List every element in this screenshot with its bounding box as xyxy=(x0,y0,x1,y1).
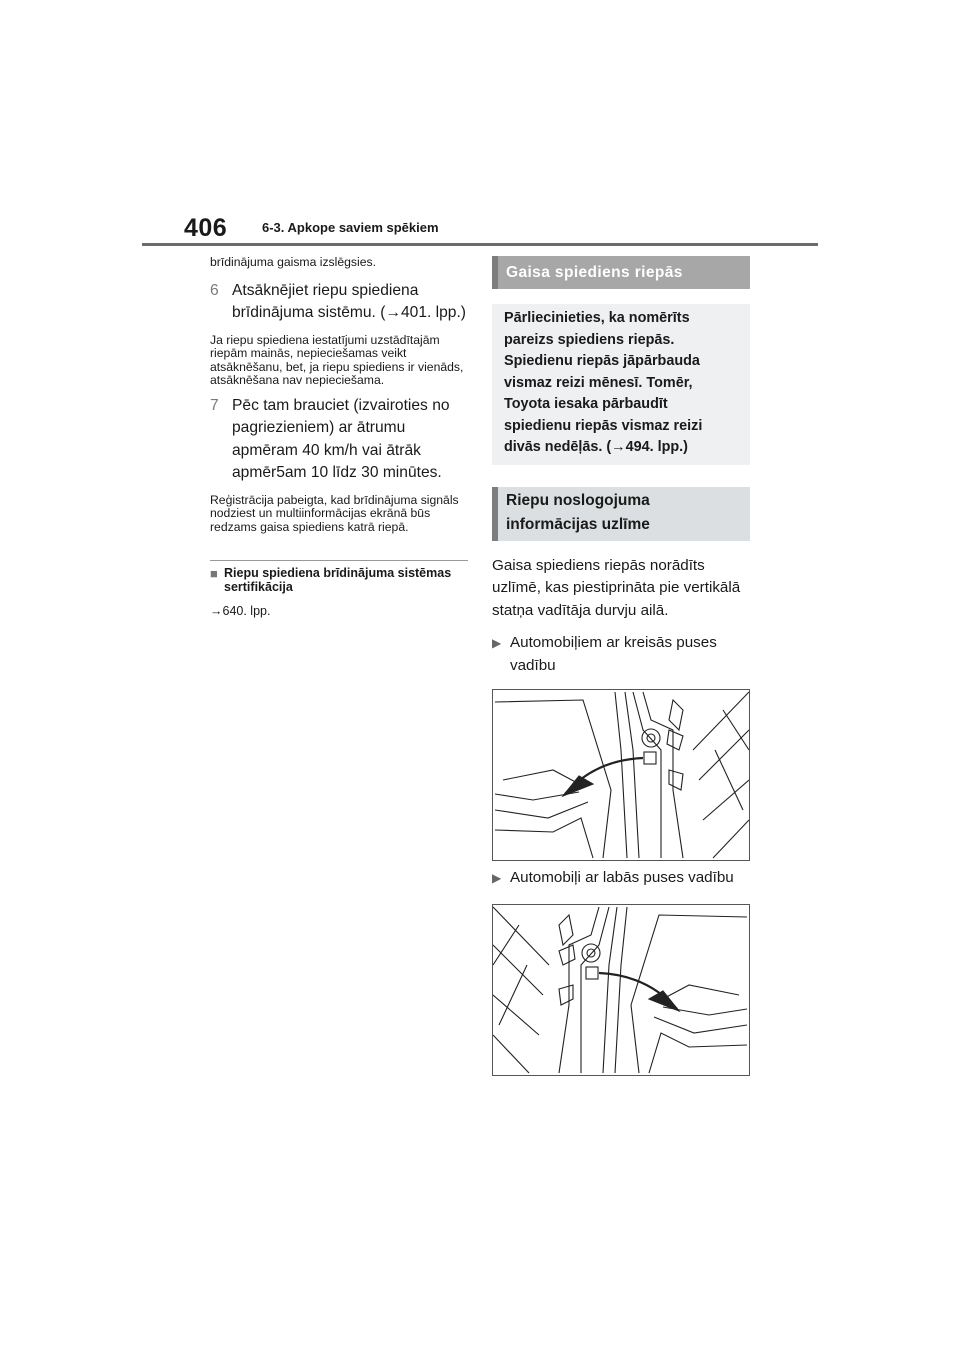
illustration-lhd xyxy=(492,689,750,861)
bullet-text: Automobiļiem ar kreisās puses vadību xyxy=(510,634,717,674)
subheading xyxy=(210,567,468,594)
info-box-text: Pārliecinieties, ka nomērīts pareizs spiediens riepās. Spiedienu riepās jāpārbauda vismaz reizi mēnesī. Tomēr, Toyota iesaka pārbaudīt spiedienu riepās vismaz reizi divās nedēļās. (→494. lpp.) xyxy=(504,310,703,455)
info-box xyxy=(492,304,750,465)
step-number: 6 xyxy=(210,281,219,299)
note-text: Reģistrācija pabeigta, kad brīdinājuma signāls nodziest un multiinformācijas ekrānā būs redzams gaisa spiediens katrā riepā. xyxy=(210,492,459,534)
step-text: Pēc tam brauciet (izvairoties no pagriezieniem) ar ātrumu apmēram 40 km/h vai ātrāk apmēr5am 10 līdz 30 minūtes. xyxy=(232,396,450,481)
section-bar xyxy=(492,256,750,289)
section-bar-title: Gaisa spiediens riepās xyxy=(506,263,683,281)
step-text: Atsāknējiet riepu spiediena brīdinājuma sistēmu. (→401. lpp.) xyxy=(232,281,467,321)
square-bullet-icon: ■ xyxy=(210,566,218,581)
illustration-rhd xyxy=(492,904,750,1076)
body-text: Gaisa spiediens riepās norādīts uzlīmē, kas piestiprināta pie vertikālā statņa vadītāja durvju ailā. xyxy=(492,556,741,619)
subheading-text: Riepu spiediena brīdinājuma sistēmas sertifikācija xyxy=(224,566,452,594)
note-text: Ja riepu spiediena iestatījumi uzstādītajām riepām mainās, nepieciešamas veikt atsāknēšanu, bet, ja riepu spiediens ir vienāds, atsāknēšana nav nepieciešama. xyxy=(210,332,464,387)
header-rule xyxy=(142,243,818,246)
bullet-text: Automobiļi ar labās puses vadību xyxy=(510,869,734,886)
page-reference: →640. lpp. xyxy=(210,604,271,618)
section-title: 6-3. Apkope saviem spēkiem xyxy=(262,220,439,235)
door-pillar-lhd-illustration xyxy=(493,690,749,860)
left-column xyxy=(210,256,468,618)
triangle-bullet-icon: ▶ xyxy=(492,636,502,650)
step-number: 7 xyxy=(210,396,219,414)
right-column xyxy=(492,256,750,1076)
bullet-lhd xyxy=(492,632,750,677)
intro-text: brīdinājuma gaisma izslēgsies. xyxy=(210,255,376,269)
divider xyxy=(210,560,468,561)
section-heading xyxy=(492,487,750,541)
triangle-bullet-icon: ▶ xyxy=(492,871,502,885)
door-pillar-rhd-illustration xyxy=(493,905,749,1075)
section-heading-text: Riepu noslogojuma informācijas uzlīme xyxy=(506,491,650,533)
step-6 xyxy=(210,280,468,325)
step-7 xyxy=(210,395,468,485)
page-number: 406 xyxy=(184,214,228,242)
bullet-rhd xyxy=(492,867,750,890)
